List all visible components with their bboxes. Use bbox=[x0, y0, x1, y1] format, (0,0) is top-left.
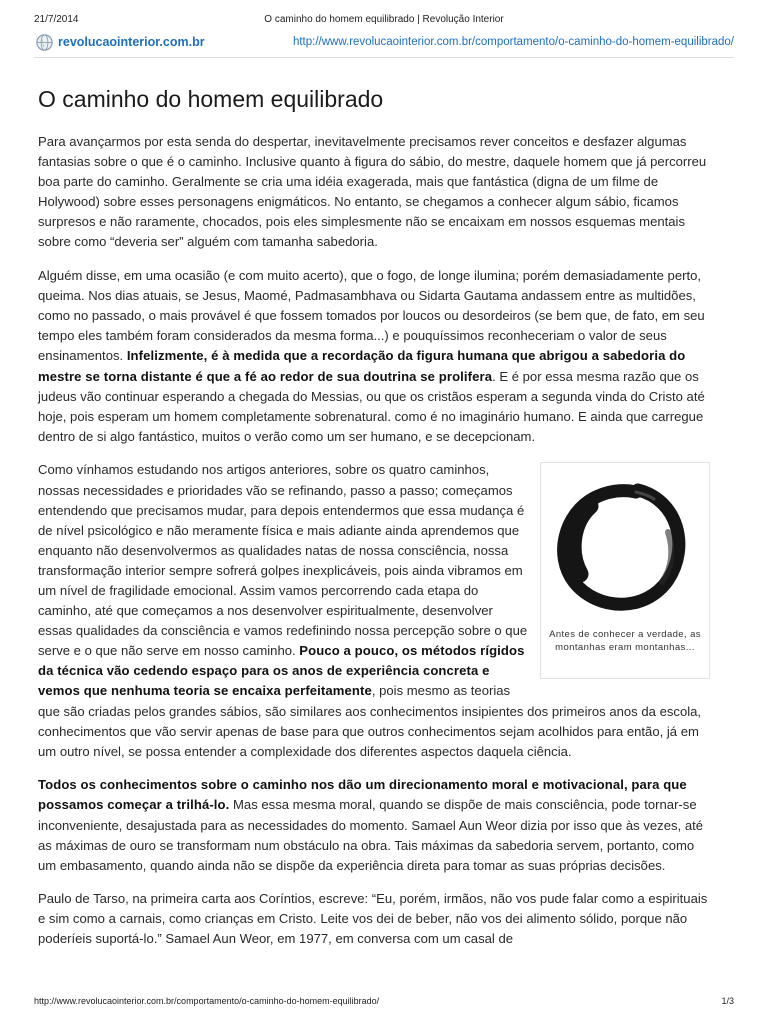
paragraph-3-text-a: Como vínhamos estudando nos artigos anteriores, sobre os quatro caminhos, nossas necessidades e prioridades vão se refinando, passo a passo; começamos entendendo que precisamos mudar, para depois entendermos que essa mudança é de nível psicológico e não meramente física e mais adiante ainda aprendemos que enquanto não desenvolvermos as qualidades natas de nossa consciência, nossa transformação interior sempre sofrerá golpes inexplicáveis, pois ainda vibramos em um nível de fragilidade emocional. Assim vamos percorrendo cada etapa do caminho, até que começamos a nos desenvolver espiritualmente, desenvolver essas qualidades da consciência e vamos redefinindo nossa percepção sobre o que serve e o que não serve em nosso caminho. bbox=[38, 462, 528, 659]
site-domain-link[interactable]: revolucaointerior.com.br bbox=[58, 35, 205, 49]
site-bar bbox=[34, 31, 734, 58]
enso-figure bbox=[540, 462, 710, 679]
paragraph-3-highlight: Pouco a pouco, os métodos rígidos da técnica vão cedendo espaço para os anos de experiência concreta e vemos que nenhuma teoria se encaixa perfeitamente bbox=[38, 643, 525, 699]
paragraph-3-text-b: , pois mesmo as teorias que são criadas pelos grandes sábios, são similares aos conhecimentos insipientes dos primeiros anos da escola, conhecimentos que vão servir apenas de base para que outros conhecimentos sejam acolhidos para então, já em um outro nível, se possa entender a complexidade dos diferentes aspectos daquela ciência. bbox=[38, 683, 702, 759]
article-title: O caminho do homem equilibrado bbox=[38, 86, 384, 112]
page-number: 1/3 bbox=[721, 996, 734, 1006]
print-footer bbox=[34, 996, 734, 1008]
paragraph-4-highlight: Todos os conhecimentos sobre o caminho nos dão um direcionamento moral e motivacional, para que possamos começar a trilhá-lo. bbox=[38, 777, 687, 813]
page-url-link[interactable]: http://www.revolucaointerior.com.br/comportamento/o-caminho-do-homem-equilibrado/ bbox=[292, 36, 734, 48]
paragraph-1: Para avançarmos por esta senda do despertar, inevitavelmente precisamos rever conceitos e desfazer algumas fantasias sobre o que é o caminho. Inclusive quanto à figura do sábio, do mestre, daquele homem que já percorreu boa parte do caminho. Geralmente se cria uma idéia exagerada, mais que fantástica (digna de um filme de Holywood) sobre esses personagens enigmáticos. No entanto, se chegamos a conhecer algum sábio, ficamos surpresos e não raramente, chocados, pois eles simplesmente não se encaixam em nossos esquemas mentais sobre como “deveria ser” alguém com tamanha sabedoria. bbox=[38, 134, 707, 250]
globe-icon[interactable] bbox=[36, 34, 53, 51]
paragraph-2-highlight: Infelizmente, é à medida que a recordação da figura humana que abrigou a sabedoria do mestre se torna distante é que a fé ao redor de sua doutrina se prolifera bbox=[38, 348, 686, 384]
print-header bbox=[34, 14, 734, 28]
article-body bbox=[38, 132, 710, 963]
print-page-title: O caminho do homem equilibrado | Revolução Interior bbox=[264, 14, 504, 25]
enso-circle-image bbox=[550, 472, 700, 622]
paragraph-2-text-a: Alguém disse, em uma ocasião (e com muito acerto), que o fogo, de longe ilumina; porém demasiadamente perto, queima. Nos dias atuais, se Jesus, Maomé, Padmasambhava ou Sidarta Gautama andassem entre as multidões, como no passado, o mais provável é que fossem tomados por loucos ou desordeiros (se bem que, de fato, em seu tempo eles também foram considerados da mesma forma...) e pouquíssimos reconheceriam o valor de seus ensinamentos. bbox=[38, 268, 705, 364]
paragraph-2-text-b: . E é por essa mesma razão que os judeus vão continuar esperando a chegada do Messias, ou que os cristãos esperam a segunda vinda do Cristo até hoje, pois esperam um homem completamente sobrenatural. como é no imaginário humano. E ainda que carregue dentro de si algo fantástico, muitos o verão como um ser humano, e se decepcionam. bbox=[38, 368, 705, 444]
footer-url: http://www.revolucaointerior.com.br/comportamento/o-caminho-do-homem-equilibrado/ bbox=[34, 996, 380, 1006]
paragraph-4-text: Mas essa mesma moral, quando se dispõe de mais consciência, pode tornar-se inconveniente, desajustada para as necessidades do momento. Samael Aun Weor dizia por isso que às vezes, até as máximas de ouro se transformam num obstáculo na obra. Tais máximas da sabedoria servem, portanto, como um embasamento, quando ainda não se dispõe da experiência direta para tomar as suas próprias decisões. bbox=[38, 797, 704, 873]
paragraph-2 bbox=[38, 266, 710, 447]
paragraph-4 bbox=[38, 775, 710, 875]
paragraph-5: Paulo de Tarso, na primeira carta aos Coríntios, escreve: “Eu, porém, irmãos, não vos pude falar como a espirituais e sim como a carnais, como crianças em Cristo. Leite vos dei de beber, não vos dei alimento sólido, porque não poderíeis suportá-lo.” Samael Aun Weor, em 1977, em conversa com um casal de bbox=[38, 891, 708, 947]
figure-caption: Antes de conhecer a verdade, as montanhas eram montanhas... bbox=[549, 629, 701, 654]
print-date: 21/7/2014 bbox=[34, 14, 79, 25]
